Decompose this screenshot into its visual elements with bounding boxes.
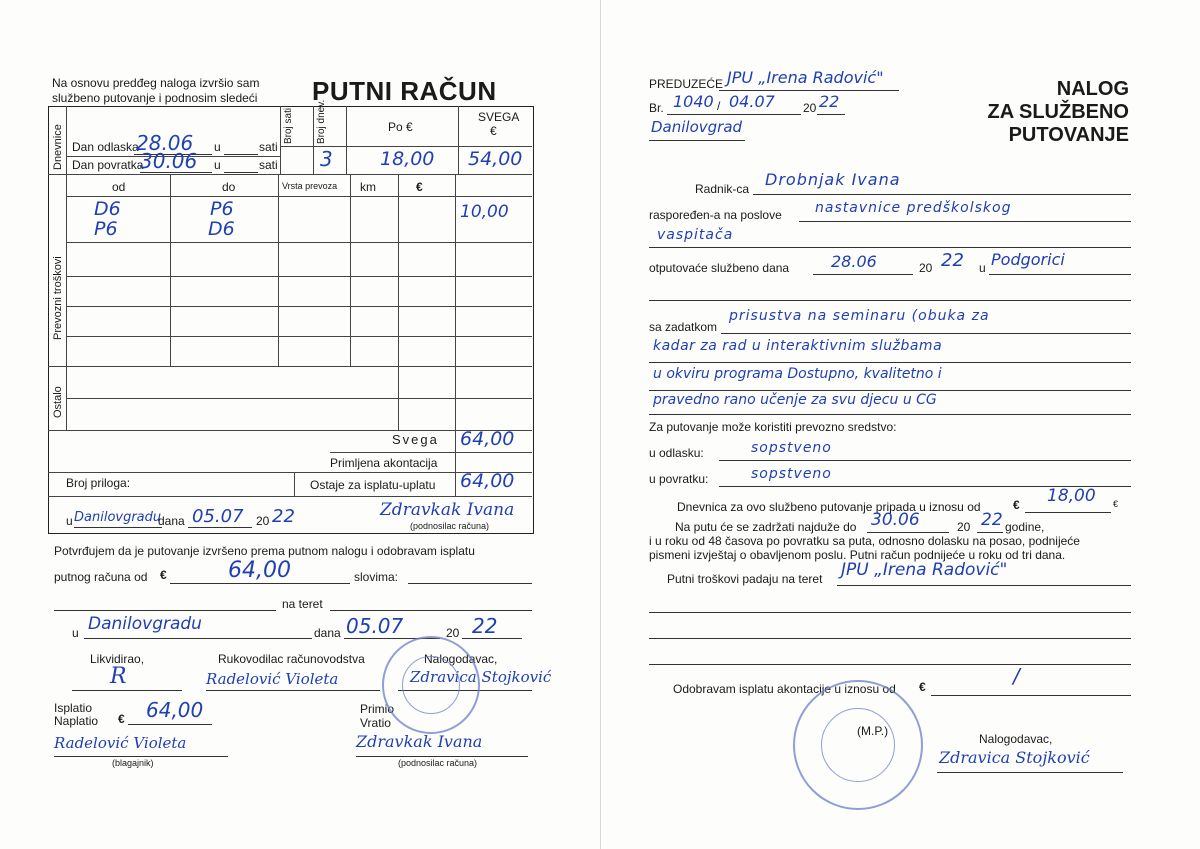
na-putu-date: 30.06 (871, 510, 920, 530)
broj-dnev-header: Broj dnev. (316, 99, 327, 144)
route2-to: D6 (208, 218, 235, 240)
broj-sati-header: Broj sati (283, 107, 294, 144)
do-header: do (222, 180, 236, 194)
putnog-amount: 64,00 (228, 558, 291, 583)
isplatio-amount: 64,00 (146, 698, 204, 722)
route1-from: D6 (94, 198, 121, 220)
place2-value: Danilovgradu (88, 614, 202, 634)
rukovodilac-signature: Radelović Violeta (206, 670, 339, 688)
intro-text: Na osnovu predđeg naloga izvršio sam službeno putovanje i podnosim sledeći (52, 76, 260, 105)
radnik-value: Drobnjak Ivana (765, 170, 901, 189)
date2-value: 05.07 (346, 614, 404, 638)
dan-odlaska-value: 28.06 (136, 131, 194, 155)
svega-header: SVEGA (478, 110, 520, 124)
km-eur-header: € (416, 180, 423, 194)
putni-racun-page: Na osnovu predđeg naloga izvršio sam službeno putovanje i podnosim sledeći PUTNI RAČUN Dnevnice Broj sati Broj dnev. Po € SVEGA € Dan odlaska 28.06 u sati Dan povratka 30.06 u sati 3 18,00 54,00 od do Vrsta prevoza km € Prevozni troškovi Ostalo D6 P6 P6 D6 10,00 Svega 64,00 Primljena akontacija Broj priloga: Ostaje za isplatu-uplatu 64,00 u Danilovgradu dana 05.07 20 22 Zdravkak Ivana (podnosilac računa) Potvrđujem da je putovanje izvršeno prema putnom nalogu i odobravam isplatu putnog računa od € 64,00 slovima: na teret u Danilovgradu dana 05.07 20 22 Likvidirao, R Rukovodilac računovodstva Radelović Violeta Nalogodavac, Zdravica Stojković Isplatio Naplatio € 64,00 Radelović Violeta (blagajnik) Primio Vratio Zdravkak Ivana (podnosilac računa) (0, 0, 600, 849)
zadatak-line-4: pravedno rano učenje za svu djecu u CG (653, 392, 937, 408)
right-place-value: Danilovgrad (651, 118, 743, 136)
posao-value-2: vaspitača (657, 227, 734, 243)
zadatak-line-2: kadar za rad u interaktivnim službama (653, 338, 943, 354)
dan-povratka-value: 30.06 (140, 149, 198, 173)
ostalo-label: Ostalo (52, 386, 64, 418)
teret-value: JPU „Irena Radović" (841, 560, 1008, 580)
odlazak-value: sopstveno (751, 440, 832, 456)
ostaje-label: Ostaje za isplatu-uplatu (310, 478, 436, 492)
podnosilac-caption: (podnosilac računa) (410, 521, 490, 531)
likvidirao-signature: R (110, 664, 127, 689)
potvrdjujem-text: Potvrđujem da je putovanje izvršeno prema putnom nalogu i odobravam isplatu (54, 544, 475, 558)
route2-from: P6 (94, 218, 118, 240)
br-number: 1040 (673, 92, 714, 111)
place-value: Danilovgradu (74, 510, 162, 525)
zadatak-line-1: prisustva na seminaru (obuka za (729, 308, 990, 324)
prevozni-troskovi-label: Prevozni troškovi (52, 256, 64, 340)
svega-value: 54,00 (468, 148, 523, 170)
dnevnice-label: Dnevnice (52, 124, 64, 170)
right-nalogodavac-signature: Zdravica Stojković (939, 748, 1090, 767)
vrsta-prevoza-header: Vrsta prevoza (282, 181, 338, 191)
posao-value-1: nastavnice predškolskog (815, 200, 1012, 216)
date-value: 05.07 (192, 506, 244, 527)
zadatak-line-3: u okviru programa Dostupno, kvalitetno i (653, 366, 942, 382)
isplatio-signature: Radelović Violeta (54, 734, 187, 752)
dan-odlaska-label: Dan odlaska (72, 140, 139, 154)
po-value: 18,00 (380, 148, 435, 170)
nalog-title: NALOG ZA SLUŽBENO PUTOVANJE (987, 78, 1129, 146)
left-stamp (382, 636, 480, 734)
year-value: 22 (272, 506, 295, 527)
dan-povratka-label: Dan povratka (72, 158, 144, 172)
right-stamp (793, 680, 923, 810)
primljena-akontacija-label: Primljena akontacija (330, 456, 438, 470)
svega-eur-header: € (490, 124, 497, 138)
km-header: km (360, 180, 376, 194)
mp-label: (M.P.) (857, 724, 889, 738)
na-putu-year: 22 (981, 510, 1003, 530)
preduzece-value: JPU „Irena Radović" (727, 68, 884, 87)
nalog-page: PREDUZEĆE JPU „Irena Radović" Br. 1040 / 04.07 20 22 Danilovgrad NALOG ZA SLUŽBENO PUTOVANJE Radnik-ca Drobnjak Ivana raspoređen-a na poslove nastavnice predškolskog vaspitača otputovaće službeno dana 28.06 20 22 u Podgorici sa zadatkom prisustva na seminaru (obuka za kadar za rad u interaktivnim službama u okviru programa Dostupno, kvalitetno i pravedno rano učenje za svu djecu u CG Za putovanje može koristiti prevozno sredstvo: u odlasku: sopstveno u povratku: sopstveno Dnevnica za ovo službeno putovanje pripada u iznosu od € 18,00 € Na putu će se zadržati najduže do 30.06 20 22 godine, i u roku od 48 časova po povratku sa puta, odnosno dolasku na posao, podnijeće pismeni izvještaj o obavljenom poslu. Putni račun podnijeće u roku od tri dana. Putni troškovi padaju na teret JPU „Irena Radović" Odobravam isplatu akontacije u iznosu od € / (M.P.) Nalogodavac, Zdravica Stojković (600, 0, 1200, 849)
broj-dnev-value: 3 (320, 147, 333, 171)
br-year: 22 (819, 92, 840, 111)
ostaje-value: 64,00 (460, 470, 515, 492)
primio-signature: Zdravkak Ivana (356, 732, 483, 751)
left-nalogodavac-signature: Zdravica Stojković (410, 668, 552, 686)
broj-priloga-label: Broj priloga: (66, 476, 131, 490)
svega2-label: Svega (392, 432, 439, 447)
otp-date-value: 28.06 (831, 252, 877, 271)
odobravam-value: / (1013, 664, 1020, 688)
po-eur-header: Po € (388, 120, 413, 134)
od-header: od (112, 180, 126, 194)
otp-place-value: Podgorici (991, 250, 1065, 269)
otp-year-value: 22 (941, 250, 964, 271)
dnevnica-value: 18,00 (1047, 486, 1096, 506)
povratak-value: sopstveno (751, 466, 832, 482)
page-title: PUTNI RAČUN (312, 76, 497, 106)
svega2-value: 64,00 (460, 428, 515, 450)
route-amount: 10,00 (460, 202, 509, 222)
route1-to: P6 (210, 198, 234, 220)
br-date: 04.07 (729, 92, 775, 111)
year2-value: 22 (472, 614, 498, 638)
podnosilac-signature: Zdravkak Ivana (380, 500, 515, 520)
